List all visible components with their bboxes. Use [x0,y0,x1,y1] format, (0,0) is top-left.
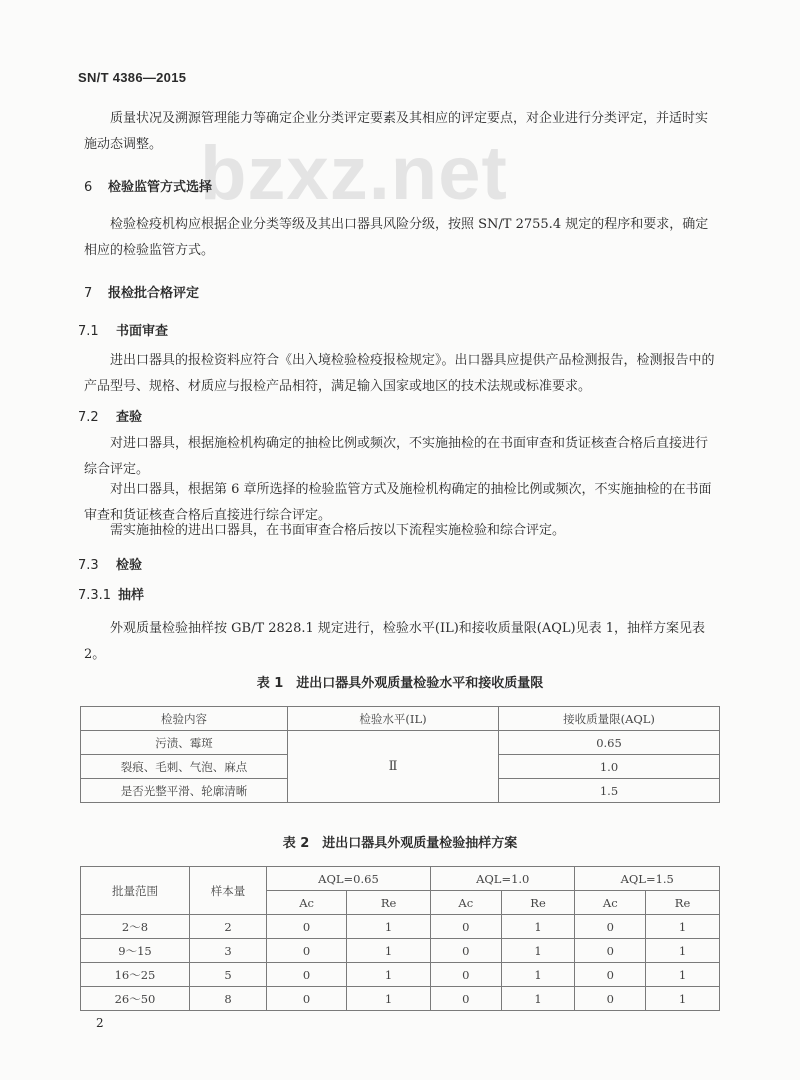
table-cell: 0 [575,987,646,1011]
section-number: 7.2 [78,410,99,425]
table-cell: 0 [575,915,646,939]
section-7-1-text: 进出口器具的报检资料应符合《出入境检验检疫报检规定》。出口器具应提供产品检测报告，检测报告中的产品型号、规格、材质应与报检产品相符，满足输入国家或地区的技术法规或标准要求。 [84,353,715,394]
section-7-3-1-heading [78,584,144,603]
table-2-caption: 表 2 进出口器具外观质量检验抽样方案 [282,836,518,851]
section-title: 查验 [116,410,143,425]
section-number: 7.3.1 [78,588,112,603]
section-title: 检验监管方式选择 [108,180,213,195]
table-cell: 1 [501,915,575,939]
intro-paragraph: 质量状况及溯源管理能力等确定企业分类评定要素及其相应的评定要点，对企业进行分类评定，并适时实施动态调整。 [84,111,709,152]
section-title: 抽样 [118,588,145,603]
table-cell: 裂痕、毛刺、气泡、麻点 [81,755,288,779]
table-cell-level: Ⅱ [288,731,499,803]
table-cell: 3 [190,939,267,963]
table-cell: 0 [575,963,646,987]
table-cell: 5 [190,963,267,987]
table-cell: 8 [190,987,267,1011]
section-number: 7.3 [78,558,99,573]
section-6-heading [84,176,212,195]
table-cell: 1 [501,939,575,963]
table-cell: 2 [190,915,267,939]
table-2 [80,866,720,1011]
section-7-2-heading [78,406,142,425]
section-7-2-paragraph: 对进口器具，根据施检机构确定的抽检比例或频次，不实施抽检的在书面审查和货证核查合格后直接进行综合评定。 [84,436,709,477]
section-7-3-1-text: 外观质量检验抽样按 GB/T 2828.1 规定进行，检验水平(IL)和接收质量限(AQL)见表 1，抽样方案见表 2。 [84,621,706,662]
table-header-cell: 样本量 [190,867,267,915]
section-number: 7.1 [78,324,99,339]
table-cell: 0 [430,963,501,987]
section-6-text: 检验检疫机构应根据企业分类等级及其出口器具风险分级，按照 SN/T 2755.4 规定的程序和要求，确定相应的检验监管方式。 [84,217,709,258]
table-row [81,731,720,755]
section-7-3-heading [78,554,142,573]
table-cell: 0 [267,963,347,987]
table-cell: 1 [347,963,431,987]
table-cell: 1 [646,915,720,939]
table-cell: 1 [347,987,431,1011]
table-cell: 1 [347,915,431,939]
table-header-cell: Re [501,891,575,915]
page-number: 2 [96,1016,104,1030]
table-header-cell: AQL=0.65 [267,867,431,891]
table-cell: 污渍、霉斑 [81,731,288,755]
section-number: 6 [84,180,93,195]
table-cell: 16～25 [81,963,190,987]
table-header-row [81,707,720,731]
section-title: 报检批合格评定 [108,286,200,301]
section-7-2-paragraph: 对出口器具，根据第 6 章所选择的检验监管方式及施检机构确定的抽检比例或频次，不实施抽检的在书面审查和货证核查合格后直接进行综合评定。 [84,482,712,523]
table-cell: 0 [430,939,501,963]
table-cell: 1 [646,939,720,963]
table-header-cell: AQL=1.0 [430,867,574,891]
section-title: 书面审查 [116,324,169,339]
table-header-cell: Re [347,891,431,915]
table-header-row [81,867,720,891]
table-cell: 0 [267,987,347,1011]
table-cell: 1 [501,987,575,1011]
table-header-cell: Ac [575,891,646,915]
table-cell: 0 [430,915,501,939]
table-cell: 1.5 [499,779,720,803]
table-row [81,915,720,939]
table-header-cell: 检验内容 [81,707,288,731]
table-cell: 0 [267,939,347,963]
table-row [81,987,720,1011]
table-1 [80,706,720,803]
section-7-heading [84,282,199,301]
table-cell: 1 [347,939,431,963]
watermark: bzxz.net [200,131,508,216]
table-header-cell: Ac [267,891,347,915]
table-cell: 0 [575,939,646,963]
table-1-caption: 表 1 进出口器具外观质量检验水平和接收质量限 [256,676,544,691]
section-7-1-heading [78,320,168,339]
table-cell: 1.0 [499,755,720,779]
table-row [81,963,720,987]
table-header-cell: 批量范围 [81,867,190,915]
section-number: 7 [84,286,93,301]
document-code: SN/T 4386—2015 [78,70,187,85]
table-cell: 26～50 [81,987,190,1011]
table-cell: 9～15 [81,939,190,963]
table-header-cell: Ac [430,891,501,915]
table-header-cell: AQL=1.5 [575,867,720,891]
table-header-cell: 检验水平(IL) [288,707,499,731]
table-cell: 0 [430,987,501,1011]
table-header-cell: Re [646,891,720,915]
table-row [81,939,720,963]
table-header-cell: 接收质量限(AQL) [499,707,720,731]
table-cell: 是否光整平滑、轮廓清晰 [81,779,288,803]
table-cell: 1 [646,963,720,987]
section-title: 检验 [116,558,143,573]
table-cell: 0.65 [499,731,720,755]
table-cell: 1 [646,987,720,1011]
table-cell: 2～8 [81,915,190,939]
table-cell: 1 [501,963,575,987]
section-7-2-paragraph: 需实施抽检的进出口器具，在书面审查合格后按以下流程实施检验和综合评定。 [110,523,566,538]
table-cell: 0 [267,915,347,939]
